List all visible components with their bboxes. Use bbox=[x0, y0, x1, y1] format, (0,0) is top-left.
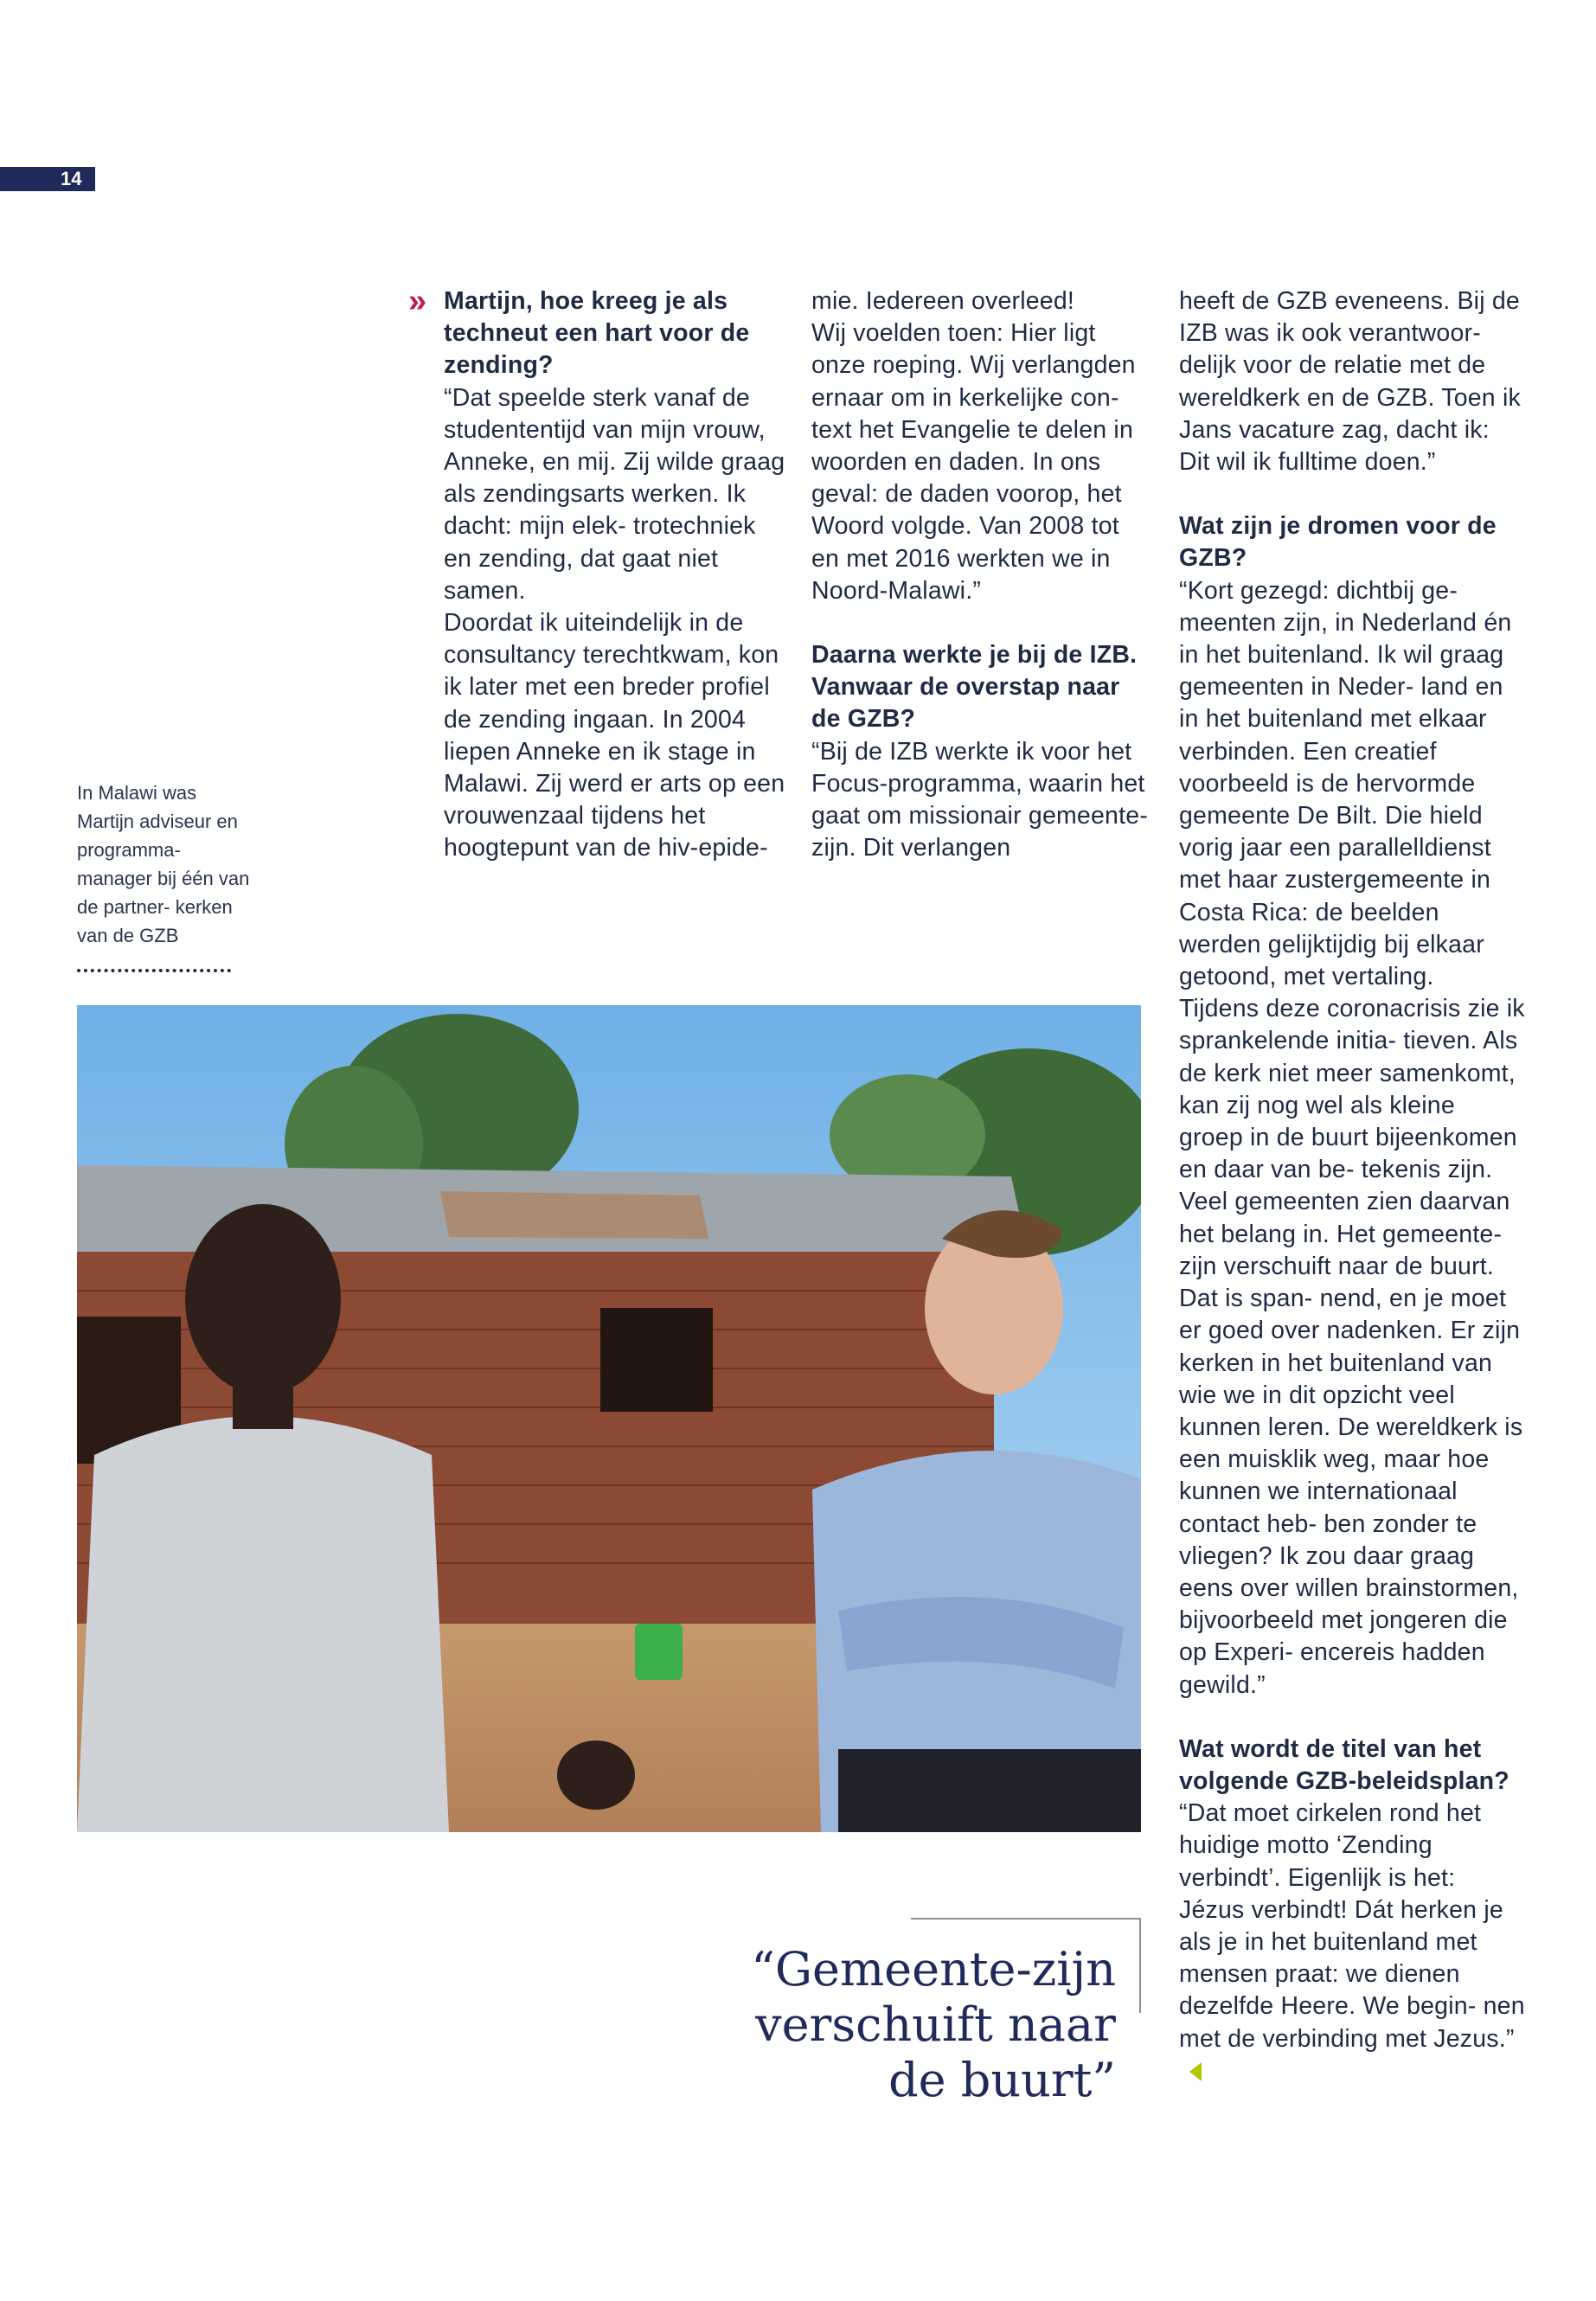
interview-question: Daarna werkte je bij de IZB. Vanwaar de overstap naar de GZB? bbox=[811, 641, 1138, 734]
page-number: 14 bbox=[61, 168, 82, 189]
interview-answer bbox=[1179, 1798, 1525, 2087]
question-chevron-icon: » bbox=[408, 283, 427, 319]
interview-question: Wat wordt de titel van het volgende GZB-beleidsplan? bbox=[1179, 1734, 1509, 1795]
interview-answer: Wij voelden toen: Hier ligt onze roeping. Wij verlangden ernaar om in kerkelijke con- text het Evangelie te delen in woorden en daden. In ons geval: de daden voorop, het Woord volgde. Van 2008 tot en met 2016 werkten we in Noord-Malawi.” bbox=[811, 319, 1136, 605]
photo-caption: In Malawi was Martijn adviseur en programma- manager bij één van de partner- kerken van de GZB bbox=[77, 782, 250, 946]
interview-question: Martijn, hoe kreeg je als techneut een hart voor de zending? bbox=[444, 287, 750, 380]
caption-divider bbox=[77, 969, 231, 972]
answer-text: “Dat moet cirkelen rond het huidige motto ‘Zending verbindt’. Eigenlijk is het: Jézus verbindt! Dát herken je als je in het buitenland met mensen praat: we dienen dezelfde Heere. We begin- nen met de verbinding met Jezus.” bbox=[1179, 1799, 1525, 2053]
end-of-article-icon bbox=[1189, 2062, 1202, 2081]
article-column-3 bbox=[1179, 285, 1525, 2087]
pull-quote-rule bbox=[911, 1918, 1141, 1920]
pull-quote-rule bbox=[1139, 1918, 1141, 2013]
interview-question: Wat zijn je dromen voor de GZB? bbox=[1179, 512, 1497, 573]
interview-answer: Tijdens deze coronacrisis zie ik sprankelende initia- tieven. Als de kerk niet meer samenkomt, kan zij nog wel als kleine groep in de buurt bijeenkomen en daar van be- tekenis zijn. Veel gemeenten zien daarvan het belang in. Het gemeente-zijn verschuift naar de buurt. Dat is span- nend, en je moet er goed over nadenken. Er zijn kerken in het buitenland van wie we in dit opzicht veel kunnen leren. De wereldkerk is een muisklik weg, maar hoe kunnen we internationaal contact heb- ben zonder te vliegen? Ik zou daar graag eens over willen brainstormen, bijvoorbeeld met jongeren die op Experi- encereis hadden gewild.” bbox=[1179, 995, 1525, 1699]
article-column-2 bbox=[811, 285, 1153, 864]
interview-answer: “Kort gezegd: dichtbij ge- meenten zijn, in Nederland én in het buitenland. Ik wil graag gemeenten in Neder- land en in het buitenland met elkaar verbinden. Een creatief voorbeeld is de hervormde gemeente De Bilt. Die hield vorig jaar een parallelldienst met haar zustergemeente in Costa Rica: de beelden werden gelijktijdig bij elkaar getoond, met vertaling. bbox=[1179, 576, 1512, 991]
interview-answer: “Dat speelde sterk vanaf de studententijd van mijn vrouw, Anneke, en mij. Zij wilde graag als zendingsarts werken. Ik dacht: mijn elek- trotechniek en zending, dat gaat niet samen. bbox=[444, 383, 785, 605]
pull-quote: “Gemeente-zijn verschuift naar de buurt” bbox=[751, 1942, 1116, 2107]
interview-answer: heeft de GZB eveneens. Bij de IZB was ik ook verantwoor- delijk voor de relatie met de wereldkerk en de GZB. Toen ik Jans vacature zag, dacht ik: Dit wil ik fulltime doen.” bbox=[1179, 287, 1521, 477]
interview-answer: mie. Iedereen overleed! bbox=[811, 287, 1075, 315]
article-photo bbox=[77, 1005, 1141, 1832]
interview-answer: “Bij de IZB werkte ik voor het Focus-programma, waarin het gaat om missionair gemeente-zijn. Dit verlangen bbox=[811, 737, 1148, 862]
interview-answer: Doordat ik uiteindelijk in de consultancy terechtkwam, kon ik later met een breder profiel de zending ingaan. In 2004 liepen Anneke en ik stage in Malawi. Zij werd er arts op een vrouwenzaal tijdens het hoogtepunt van de hiv-epide- bbox=[444, 609, 785, 862]
article-column-1 bbox=[444, 285, 790, 865]
